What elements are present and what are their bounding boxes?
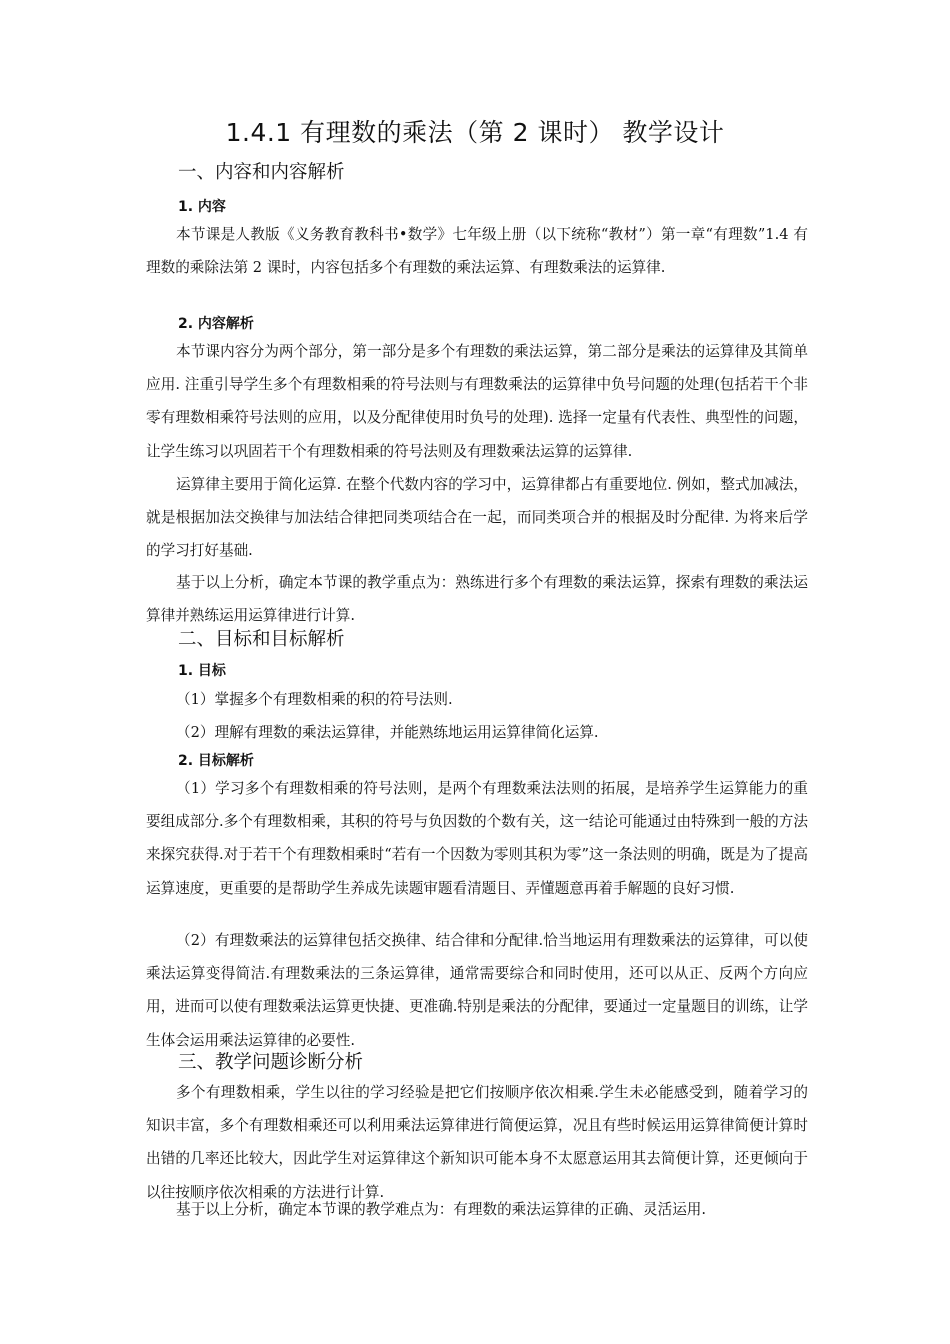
paragraph-goal-2: （2）理解有理数的乘法运算律，并能熟练地运用运算律简化运算. xyxy=(176,724,599,741)
subheading-goals: 1. 目标 xyxy=(178,663,226,679)
paragraph-difficulty: 基于以上分析，确定本节课的教学难点为：有理数的乘法运算律的正确、灵活运用. xyxy=(176,1201,707,1218)
section-heading-3: 三、教学问题诊断分析 xyxy=(178,1052,364,1073)
section-heading-2: 二、目标和目标解析 xyxy=(178,629,345,650)
paragraph-diagnosis: 多个有理数相乘，学生以往的学习经验是把它们按顺序依次相乘.学生未必能感受到，随着学习的知识丰富，多个有理数相乘还可以利用乘法运算律进行简便运算，况且有些时候运用运算律简便计算时出错的几率还比较大，因此学生对运算律这个新知识可能本身不太愿意运用其去简便计算，还更倾向于以往按顺序依次相乘的方法进行计算. xyxy=(146,1084,808,1201)
paragraph-key-point: 基于以上分析，确定本节课的教学重点为：熟练进行多个有理数的乘法运算，探索有理数的乘法运算律并熟练运用运算律进行计算. xyxy=(146,574,808,625)
paragraph-goal-1: （1）掌握多个有理数相乘的积的符号法则. xyxy=(176,691,453,708)
subheading-content: 1. 内容 xyxy=(178,199,226,215)
paragraph-content: 本节课是人教版《义务教育教科书•数学》七年级上册（以下统称“教材”）第一章“有理数”1.4 有理数的乘除法第 2 课时，内容包括多个有理数的乘法运算、有理数乘法的运算律. xyxy=(146,226,808,277)
page-title: 1.4.1 有理数的乘法（第 2 课时） 教学设计 xyxy=(225,118,725,147)
subheading-content-analysis: 2. 内容解析 xyxy=(178,316,254,332)
paragraph-goal-analysis-2: （2）有理数乘法的运算律包括交换律、结合律和分配律.恰当地运用有理数乘法的运算律，可以使乘法运算变得简洁.有理数乘法的三条运算律，通常需要综合和同时使用，还可以从正、反两个方向应用，进而可以使有理数乘法运算更快捷、更准确.特别是乘法的分配律，要通过一定量题目的训练，让学生体会运用乘法运算律的必要性. xyxy=(146,932,808,1049)
section-heading-1: 一、内容和内容解析 xyxy=(178,162,345,183)
paragraph-content-analysis: 本节课内容分为两个部分，第一部分是多个有理数的乘法运算，第二部分是乘法的运算律及其简单应用. 注重引导学生多个有理数相乘的符号法则与有理数乘法的运算律中负号问题的处理(包括若干个非零有理数相乘符号法则的应用，以及分配律使用时负号的处理). 选择一定量有代表性、典型性的问题，让学生练习以巩固若干个有理数相乘的符号法则及有理数乘法运算的运算律. xyxy=(146,343,808,460)
subheading-goal-analysis: 2. 目标解析 xyxy=(178,753,254,769)
paragraph-operation-laws: 运算律主要用于简化运算. 在整个代数内容的学习中，运算律都占有重要地位. 例如，整式加减法，就是根据加法交换律与加法结合律把同类项结合在一起，而同类项合并的根据及时分配律. 为将来后学的学习打好基础. xyxy=(146,476,808,560)
paragraph-goal-analysis-1: （1）学习多个有理数相乘的符号法则，是两个有理数乘法法则的拓展，是培养学生运算能力的重要组成部分.多个有理数相乘，其积的符号与负因数的个数有关，这一结论可能通过由特殊到一般的方法来探究获得.对于若干个有理数相乘时“若有一个因数为零则其积为零”这一条法则的明确，既是为了提高运算速度，更重要的是帮助学生养成先读题审题看清题目、弄懂题意再着手解题的良好习惯. xyxy=(146,780,808,897)
